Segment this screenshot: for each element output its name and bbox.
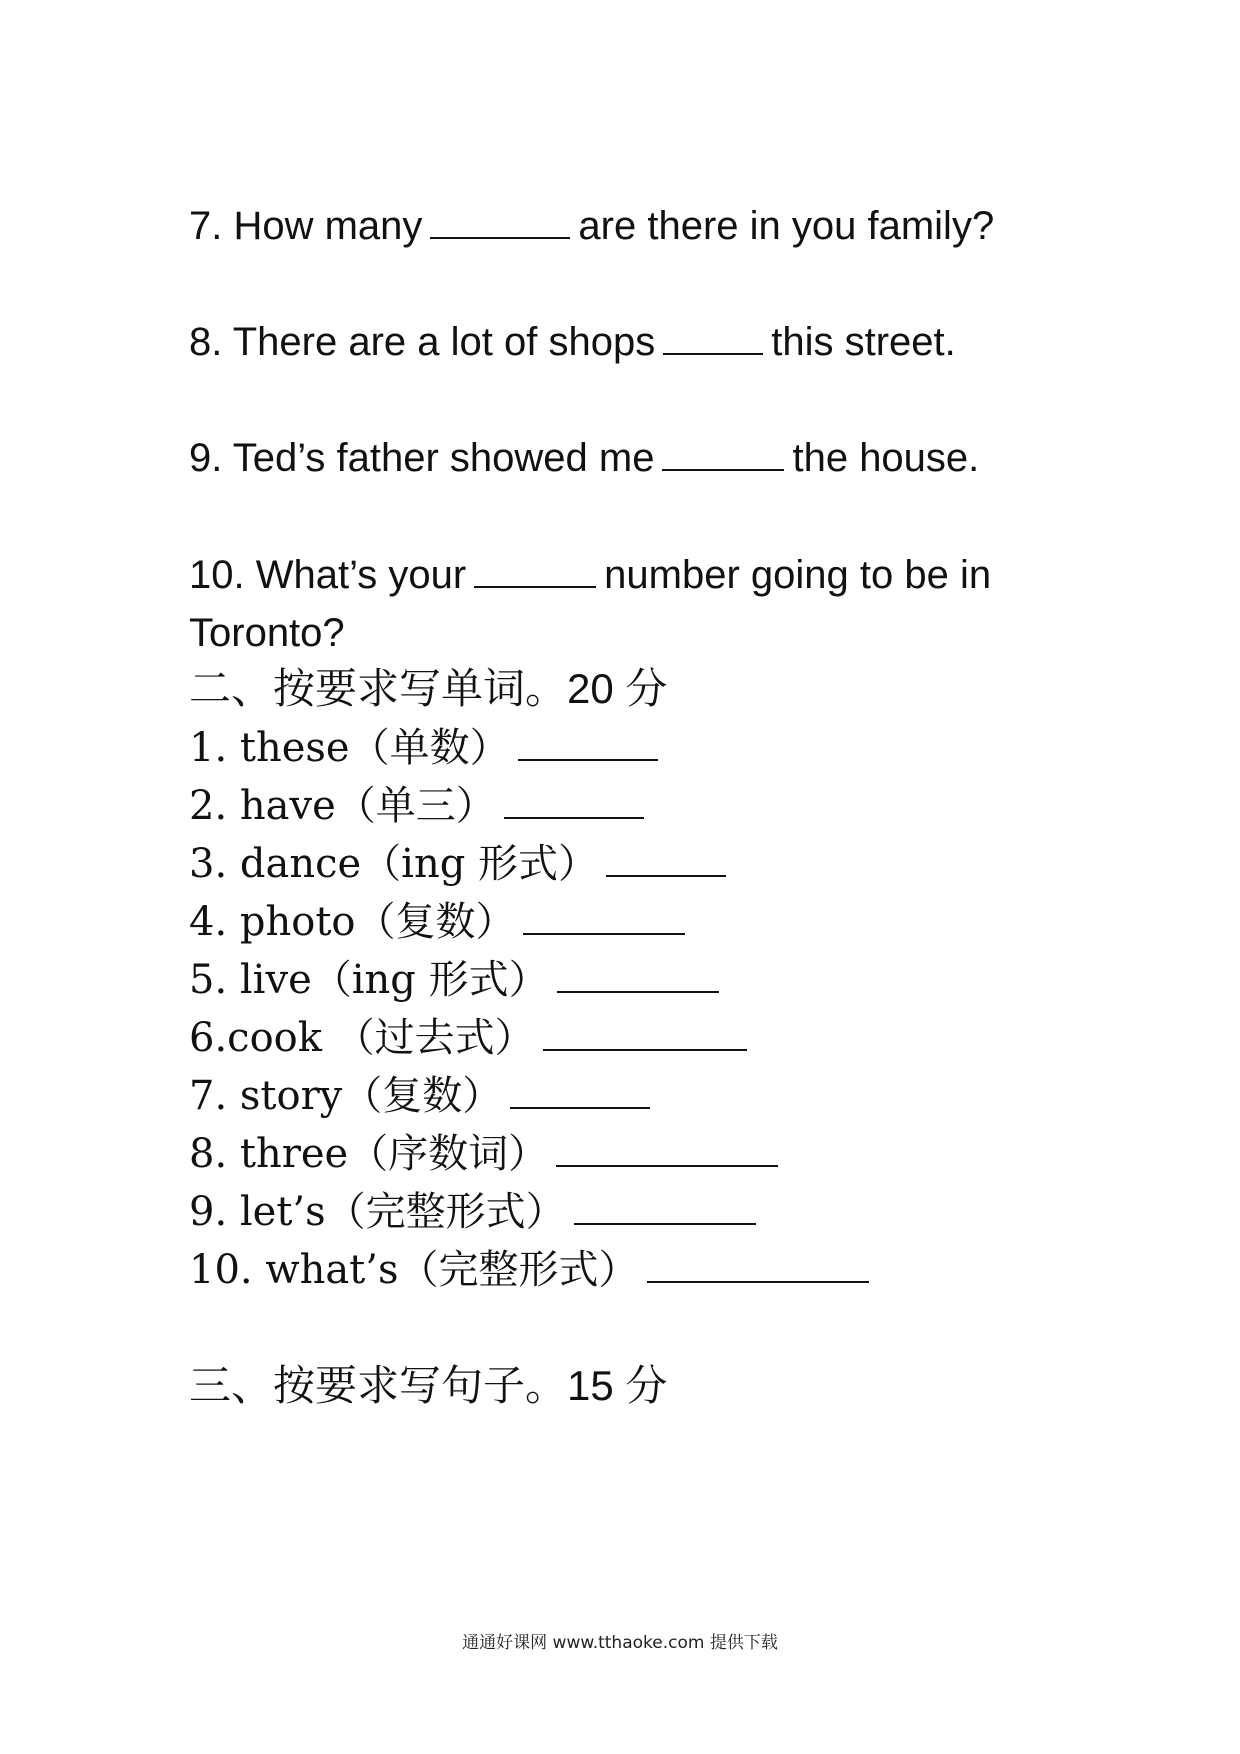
section-points: 20 bbox=[567, 665, 614, 712]
page-footer: 通通好课网 www.tthaoke.com 提供下载 bbox=[462, 1633, 778, 1653]
answer-blank bbox=[510, 1077, 650, 1109]
section-heading-text: 三、按要求写句子。 bbox=[189, 1361, 568, 1410]
sentence-text-after: this street. bbox=[771, 320, 956, 364]
word-item-8 bbox=[189, 1131, 786, 1177]
sentence-text-before: 10. What’s your bbox=[189, 553, 467, 597]
word-item-5 bbox=[189, 957, 727, 1003]
answer-blank bbox=[430, 207, 570, 239]
word-item-9 bbox=[189, 1189, 764, 1235]
word-item-text: 9. let’s（完整形式） bbox=[189, 1189, 566, 1235]
answer-blank bbox=[574, 1193, 756, 1225]
section-2-heading bbox=[189, 664, 668, 713]
sentence-10-continuation bbox=[189, 613, 345, 653]
answer-blank bbox=[556, 1135, 778, 1167]
answer-blank bbox=[557, 961, 719, 993]
word-item-text: 1. these（单数） bbox=[189, 725, 510, 771]
answer-blank bbox=[504, 787, 644, 819]
section-heading-text: 二、按要求写单词。 bbox=[189, 664, 568, 713]
answer-blank bbox=[662, 439, 784, 471]
sentence-text-after: are there in you family? bbox=[578, 204, 995, 248]
sentence-continuation-text: Toronto? bbox=[189, 611, 345, 655]
answer-blank bbox=[663, 323, 763, 355]
word-item-text: 5. live（ing 形式） bbox=[189, 957, 549, 1003]
word-item-text: 8. three（序数词） bbox=[189, 1131, 549, 1177]
word-item-2 bbox=[189, 783, 652, 829]
word-item-text: 6.cook （过去式） bbox=[189, 1015, 535, 1061]
word-item-6 bbox=[189, 1015, 755, 1061]
word-item-1 bbox=[189, 725, 666, 771]
word-item-text: 3. dance（ing 形式） bbox=[189, 841, 599, 887]
word-item-text: 2. have（单三） bbox=[189, 783, 496, 829]
sentence-10 bbox=[189, 555, 991, 595]
answer-blank bbox=[606, 845, 726, 877]
word-item-10 bbox=[189, 1247, 877, 1293]
sentence-text-after: the house. bbox=[792, 436, 980, 480]
section-points-unit: 分 bbox=[625, 1361, 668, 1410]
word-item-7 bbox=[189, 1073, 658, 1119]
answer-blank bbox=[543, 1019, 747, 1051]
sentence-text-before: 7. How many bbox=[189, 204, 423, 248]
section-points-unit: 分 bbox=[625, 664, 668, 713]
sentence-9 bbox=[189, 438, 979, 478]
sentence-8 bbox=[189, 322, 956, 362]
section-3-heading bbox=[189, 1361, 668, 1410]
sentence-text-before: 9. Ted’s father showed me bbox=[189, 436, 655, 480]
word-item-4 bbox=[189, 899, 693, 945]
word-item-3 bbox=[189, 841, 734, 887]
answer-blank bbox=[474, 556, 596, 588]
sentence-7 bbox=[189, 206, 994, 246]
word-item-text: 7. story（复数） bbox=[189, 1073, 503, 1119]
word-item-text: 10. what’s（完整形式） bbox=[189, 1247, 639, 1293]
answer-blank bbox=[523, 903, 685, 935]
answer-blank bbox=[518, 729, 658, 761]
word-item-text: 4. photo（复数） bbox=[189, 899, 516, 945]
section-points: 15 bbox=[567, 1362, 614, 1409]
sentence-text-before: 8. There are a lot of shops bbox=[189, 320, 656, 364]
answer-blank bbox=[647, 1251, 869, 1283]
sentence-text-after: number going to be in bbox=[604, 553, 992, 597]
